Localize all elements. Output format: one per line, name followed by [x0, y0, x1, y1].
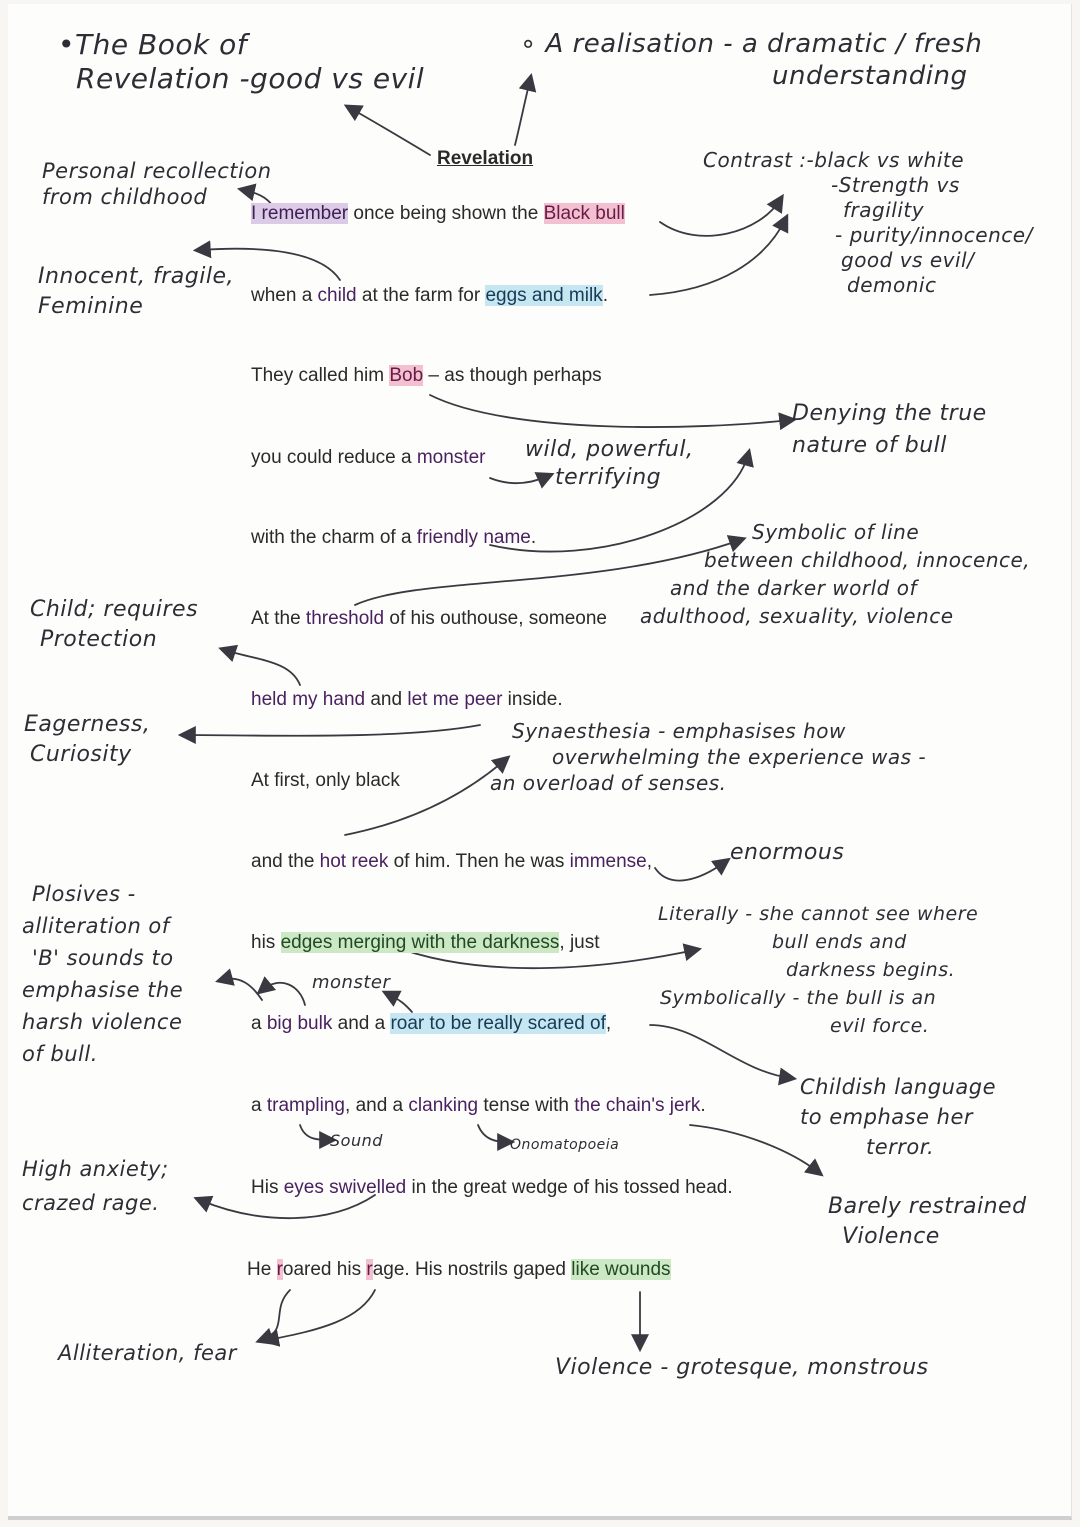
poem-line-2: when a child at the farm for eggs and milk. — [251, 285, 608, 306]
poem-line-5: with the charm of a friendly name. — [251, 527, 537, 548]
note-onomatopoeia: Onomatopoeia — [510, 1137, 620, 1153]
poem-title: Revelation — [437, 148, 534, 169]
note-enormous: enormous — [730, 840, 845, 865]
note-literally-symbolically: Literally - she cannot see where bull ends and darkness begins. Symbolically - the bull is an evil force. — [658, 903, 979, 1037]
poem-line-9: and the hot reek of him. Then he was immense, — [251, 851, 652, 872]
poem-line-11: a big bulk and a roar to be really scared of, — [251, 1013, 612, 1034]
poem-line-10: his edges merging with the darkness, just — [251, 932, 600, 953]
note-wild-powerful: wild, powerful, terrifying — [525, 437, 694, 490]
poem-line-12: a trampling, and a clanking tense with the chain's jerk. — [251, 1095, 706, 1116]
note-synaesthesia: Synaesthesia - emphasises how overwhelming the experience was - an overload of senses. — [490, 719, 927, 795]
poem-line-14: He roared his rage. His nostrils gaped like wounds — [247, 1259, 671, 1280]
note-symbolic-line: Symbolic of line between childhood, innocence, and the darker world of adulthood, sexuality, violence — [640, 520, 1031, 628]
note-contrast: Contrast :-black vs white -Strength vs fragility - purity/innocence/ good vs evil/ demonic — [703, 148, 1033, 297]
note-personal-recollection: Personal recollection from childhood — [42, 159, 272, 209]
note-violence-grotesque: Violence - grotesque, monstrous — [555, 1355, 929, 1380]
note-eagerness-curiosity: Eagerness, Curiosity — [24, 712, 151, 767]
note-alliteration-fear: Alliteration, fear — [58, 1341, 237, 1365]
note-plosives: Plosives - alliteration of 'B' sounds to emphasise the harsh violence of bull. — [22, 882, 184, 1066]
note-child-protection: Child; requires Protection — [30, 597, 199, 652]
poem-line-8: At first, only black — [251, 770, 400, 791]
poem-line-7: held my hand and let me peer inside. — [251, 689, 563, 710]
note-denying-true-nature: Denying the true nature of bull — [792, 401, 987, 458]
poem-line-1: I remember once being shown the Black bull — [251, 203, 625, 224]
note-innocent-fragile: Innocent, fragile, Feminine — [38, 264, 235, 319]
note-realisation: ∘ A realisation - a dramatic / fresh understanding — [520, 29, 983, 91]
poem-line-3: They called him Bob – as though perhaps — [251, 365, 602, 386]
poem-line-6: At the threshold of his outhouse, someone — [251, 608, 607, 629]
note-monster: monster — [312, 972, 391, 993]
poem-line-4: you could reduce a monster — [251, 447, 486, 468]
poem-line-13: His eyes swivelled in the great wedge of his tossed head. — [251, 1177, 733, 1198]
note-sound: Sound — [330, 1131, 383, 1150]
note-book-of-revelation: •The Book of Revelation -good vs evil — [58, 28, 425, 95]
note-high-anxiety: High anxiety; crazed rage. — [22, 1157, 169, 1215]
note-barely-restrained: Barely restrained Violence — [828, 1194, 1027, 1249]
note-childish-language: Childish language to emphase her terror. — [800, 1075, 997, 1159]
